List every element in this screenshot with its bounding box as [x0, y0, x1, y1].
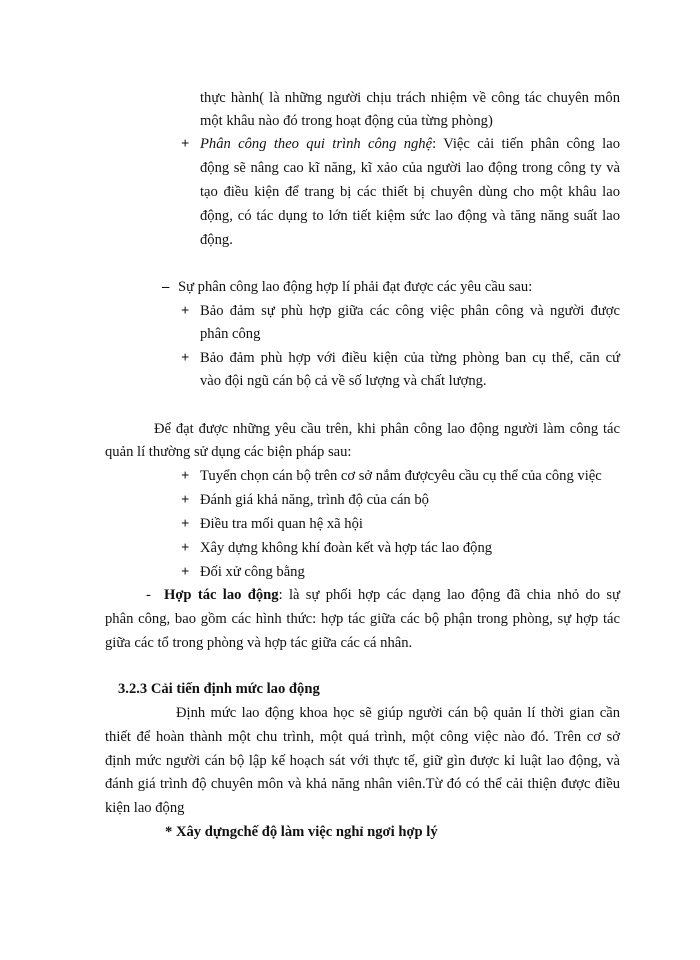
section-323-line-1: Định mức lao động khoa học sẽ giúp người cán bộ quản lí thời gian cần: [176, 705, 620, 721]
requirement-1-line-1: Bảo đảm sự phù hợp giữa các công việc phân công và người được: [200, 303, 620, 319]
section-323-line-3: định mức người cán bộ lập kế hoạch sát với thực tế, giữ gìn được kỉ luật lao động, và: [105, 753, 620, 769]
plus-bullet: +: [181, 540, 190, 556]
plus-bullet: +: [181, 564, 190, 580]
hyphen-bullet: -: [146, 587, 151, 603]
plus-bullet: +: [181, 350, 190, 366]
cooperation-lead: Hợp tác lao động: [164, 587, 279, 603]
plus-bullet: +: [181, 492, 190, 508]
section-323-line-2: thiết để hoàn thành một chu trình, một quá trình, một công việc nào đó. Trên cơ sở: [105, 729, 620, 745]
section-323-line-4: đánh giá trình độ chuyên môn và khả năng nhân viên.Từ đó có thể cải thiện được điều: [105, 776, 620, 792]
process-item-line-2: động sẽ nâng cao kĩ năng, kĩ xảo của người lao động trong công ty và: [200, 160, 620, 176]
requirements-heading: Sự phân công lao động hợp lí phải đạt được các yêu cầu sau:: [178, 279, 533, 295]
plus-bullet: +: [181, 136, 190, 152]
intro-line-2: một khâu nào đó trong hoạt động của từng phòng): [200, 113, 493, 129]
cooperation-line-1: [164, 586, 620, 604]
section-323-line-5: kiện lao động: [105, 800, 185, 816]
measure-item-3: Điều tra mối quan hệ xã hội: [200, 516, 363, 532]
measure-item-2: Đánh giá khả năng, trình độ của cán bộ: [200, 492, 429, 508]
plus-bullet: +: [181, 468, 190, 484]
measure-item-1: Tuyển chọn cán bộ trên cơ sở nắm đượcyêu cầu cụ thể của công việc: [200, 468, 602, 484]
process-item-line-3: tạo điều kiện để trang bị các thiết bị chuyên dùng cho một khâu lao: [200, 184, 620, 200]
process-item-line-4: động, có tác dụng to lớn tiết kiệm sức lao động và tăng năng suất lao: [200, 208, 620, 224]
plus-bullet: +: [181, 303, 190, 319]
measures-para-line-1: Để đạt được những yêu cầu trên, khi phân công lao động người làm công tác: [154, 421, 620, 437]
section-323-heading: 3.2.3 Cải tiến định mức lao động: [118, 681, 320, 697]
cooperation-line-2: phân công, bao gồm các hình thức: hợp tác giữa các bộ phận trong phòng, sự hợp tác: [105, 611, 620, 627]
cooperation-rest: : là sự phối hợp các dạng lao động đã chia nhỏ do sự: [278, 587, 620, 603]
plus-bullet: +: [181, 516, 190, 532]
requirement-1-line-2: phân công: [200, 326, 261, 342]
process-item-rest: : Việc cải tiến phân công lao: [432, 136, 620, 152]
requirement-2-line-2: vào đội ngũ cán bộ cả về số lượng và chất lượng.: [200, 373, 487, 389]
cooperation-line-3: giữa các tổ trong phòng và hợp tác giữa các cá nhân.: [105, 635, 413, 651]
intro-line-1: thực hành( là những người chịu trách nhiệm về công tác chuyên môn: [200, 90, 620, 106]
measures-para-line-2: quản lí thường sử dụng các biện pháp sau:: [105, 444, 352, 460]
measure-item-4: Xây dựng không khí đoàn kết và hợp tác lao động: [200, 540, 493, 556]
measure-item-5: Đối xử công bằng: [200, 564, 305, 580]
process-item-line-1: [200, 135, 620, 153]
process-item-line-5: động.: [200, 232, 233, 248]
process-item-lead: Phân công theo qui trình công nghệ: [200, 136, 433, 152]
dash-bullet: –: [162, 279, 170, 295]
section-323-subheading: * Xây dựngchế độ làm việc nghỉ ngơi hợp lý: [165, 824, 438, 840]
requirement-2-line-1: Bảo đảm phù hợp với điều kiện của từng phòng ban cụ thể, căn cứ: [200, 350, 620, 366]
